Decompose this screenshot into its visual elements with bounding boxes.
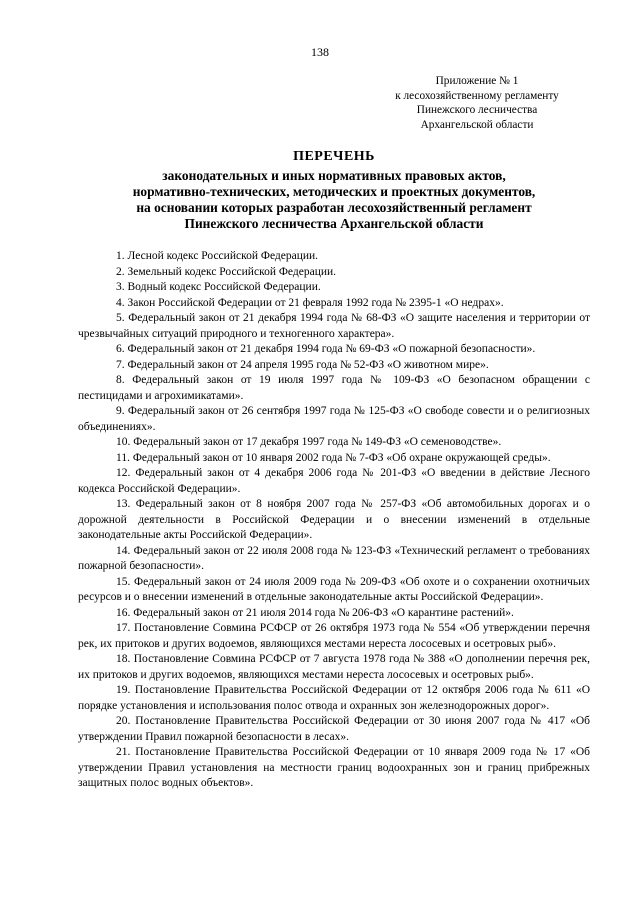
list-item: 20. Постановление Правительства Российской Федерации от 30 июня 2007 года № 417 «Об утверждении Правил пожарной безопасности в лесах». bbox=[78, 715, 590, 743]
list-item: 8. Федеральный закон от 19 июля 1997 года № 109-ФЗ «О безопасном обращении с пестицидами и агрохимикатами». bbox=[78, 374, 590, 402]
document-title: ПЕРЕЧЕНЬ bbox=[293, 149, 375, 164]
list-item: 10. Федеральный закон от 17 декабря 1997 года № 149-ФЗ «О семеноводстве». bbox=[116, 436, 502, 448]
appendix-line: Пинежского лесничества bbox=[416, 104, 538, 117]
list-item: 5. Федеральный закон от 21 декабря 1994 года № 68-ФЗ «О защите населения и территории от чрезвычайных ситуаций природного и техногенного характера». bbox=[78, 312, 590, 340]
subtitle-line: Пинежского лесничества Архангельской области bbox=[184, 215, 484, 231]
list-item: 6. Федеральный закон от 21 декабря 1994 года № 69-ФЗ «О пожарной безопасности». bbox=[116, 343, 536, 355]
list-item: 15. Федеральный закон от 24 июля 2009 года № 209-ФЗ «Об охоте и о сохранении охотничьих ресурсов и о внесении изменений в отдельные законодательные акты Российской Федерации». bbox=[78, 575, 590, 603]
document-list bbox=[78, 249, 590, 792]
list-item: 17. Постановление Совмина РСФСР от 26 октября 1973 года № 554 «Об утверждении перечня рек, их притоков и других водоемов, являющихся местами нереста лососевых и осетровых рыб». bbox=[78, 622, 590, 650]
appendix-line: Приложение № 1 bbox=[435, 75, 519, 87]
list-item: 4. Закон Российской Федерации от 21 февраля 1992 года № 2395-1 «О недрах». bbox=[116, 296, 504, 309]
list-item: 13. Федеральный закон от 8 ноября 2007 года № 257-ФЗ «Об автомобильных дорогах и о дорожной деятельности в Российской Федерации и о внесении изменений в отдельные законодательные акты Российской Федерации». bbox=[78, 498, 590, 541]
appendix-line: Архангельской области bbox=[420, 118, 534, 131]
list-item: 12. Федеральный закон от 4 декабря 2006 года № 201-ФЗ «О введении в действие Лесного кодекса Российской Федерации». bbox=[78, 467, 590, 495]
list-item: 3. Водный кодекс Российской Федерации. bbox=[116, 281, 321, 293]
subtitle-line: законодательных и иных нормативных правовых актов, bbox=[162, 168, 506, 183]
subtitle-line: на основании которых разработан лесохозяйственный регламент bbox=[136, 199, 532, 215]
list-item: 19. Постановление Правительства Российской Федерации от 12 октября 2006 года № 611 «О порядке установления и использования полос отвода и охранных зон железнодорожных дорог». bbox=[78, 684, 590, 712]
list-item: 2. Земельный кодекс Российской Федерации. bbox=[116, 265, 337, 278]
list-item: 9. Федеральный закон от 26 сентября 1997 года № 125-ФЗ «О свободе совести и о религиозных объединениях». bbox=[78, 405, 590, 433]
list-item: 7. Федеральный закон от 24 апреля 1995 года № 52-ФЗ «О животном мире». bbox=[116, 358, 489, 371]
page-number: 138 bbox=[311, 45, 329, 59]
appendix-header bbox=[372, 74, 582, 132]
appendix-line: к лесохозяйственному регламенту bbox=[395, 89, 559, 102]
list-item: 14. Федеральный закон от 22 июля 2008 года № 123-ФЗ «Технический регламент о требованиях пожарной безопасности». bbox=[78, 544, 590, 572]
list-item: 11. Федеральный закон от 10 января 2002 года № 7-ФЗ «Об охране окружающей среды». bbox=[116, 451, 551, 464]
list-item: 18. Постановление Совмина РСФСР от 7 августа 1978 года № 388 «О дополнении перечня рек, их притоков и других водоемов, являющихся местами нереста лососевых и осетровых рыб». bbox=[78, 653, 590, 681]
list-item: 1. Лесной кодекс Российской Федерации. bbox=[116, 250, 319, 262]
document-subtitle bbox=[78, 168, 590, 232]
list-item: 21. Постановление Правительства Российской Федерации от 10 января 2009 года № 17 «Об утверждении Правил установления на местности границ водоохранных зон и границ прибрежных защитных полос водных объектов». bbox=[78, 746, 590, 789]
subtitle-line: нормативно-технических, методических и проектных документов, bbox=[132, 183, 536, 199]
list-item: 16. Федеральный закон от 21 июля 2014 года № 206-ФЗ «О карантине растений». bbox=[116, 606, 514, 619]
